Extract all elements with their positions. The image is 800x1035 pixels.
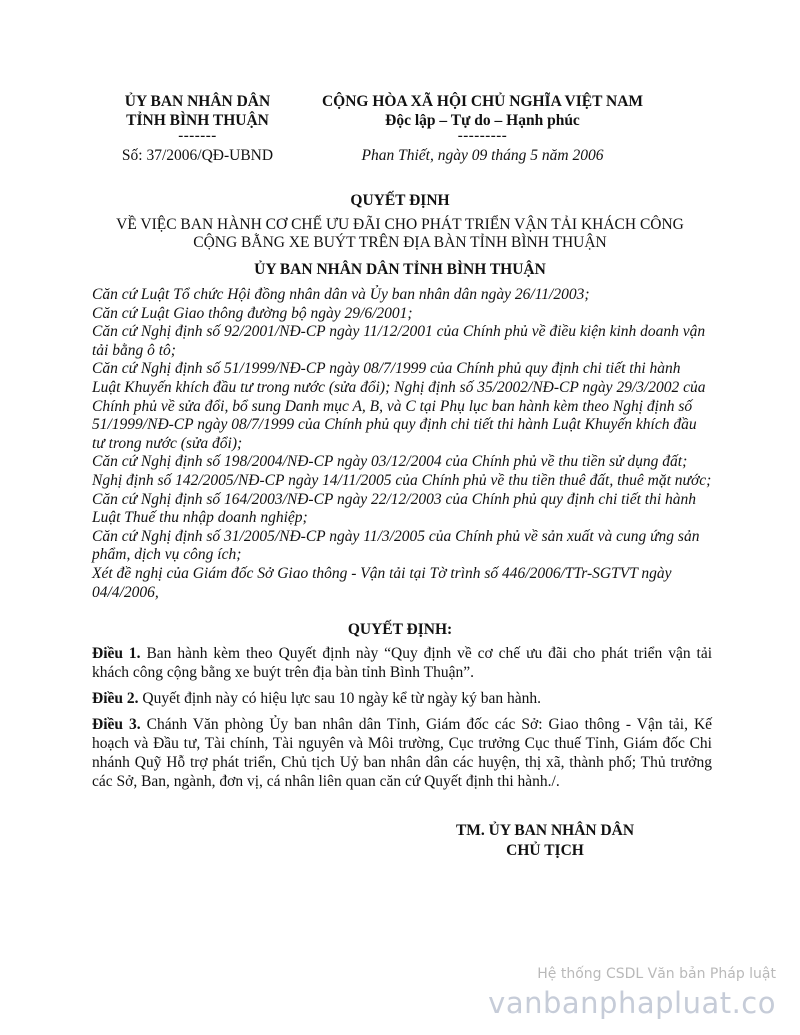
- article-1: [92, 644, 712, 682]
- country-name: CỘNG HÒA XÃ HỘI CHỦ NGHĨA VIỆT NAM: [321, 93, 644, 110]
- legal-basis: [92, 286, 712, 602]
- article-label: Điều 1.: [92, 645, 141, 662]
- watermark-caption: Hệ thống CSDL Văn bản Pháp luật: [537, 966, 776, 982]
- legal-basis-item: Căn cứ Nghị định số 92/2001/NĐ-CP ngày 11/12/2001 của Chính phủ về điều kiện kinh doanh vận tải bằng ô tô;: [92, 323, 706, 359]
- legal-basis-item: Căn cứ Nghị định số 31/2005/NĐ-CP ngày 11/3/2005 của Chính phủ về sản xuất và cung ứng sản phẩm, dịch vụ công ích;: [92, 527, 700, 564]
- issuer-block: [100, 92, 295, 165]
- signature-title: CHỦ TỊCH: [506, 842, 584, 859]
- signature-block: [380, 821, 710, 861]
- article-label: Điều 3.: [92, 716, 141, 733]
- document-title: QUYẾT ĐỊNH: [350, 192, 450, 209]
- motto-separator: ---------: [457, 128, 508, 144]
- article-2: [92, 689, 712, 708]
- national-motto-block: [300, 92, 665, 165]
- issuing-authority: ỦY BAN NHÂN DÂN TỈNH BÌNH THUẬN: [254, 261, 546, 278]
- legal-basis-item: Căn cứ Nghị định số 198/2004/NĐ-CP ngày 03/12/2004 của Chính phủ về thu tiền sử dụng đất; Nghị định số 142/2005/NĐ-CP ngày 14/11/2005 của Chính phủ về thu tiền thuê đất, thuê mặt nước;: [92, 453, 712, 489]
- legal-basis-item: Căn cứ Nghị định số 51/1999/NĐ-CP ngày 08/7/1999 của Chính phủ quy định chi tiết thi hành Luật Khuyến khích đầu tư trong nước (sửa đổi); Nghị định số 35/2002/NĐ-CP ngày 29/3/2002 của Chính phủ về sửa đổi, bổ sung Danh mục A, B, và C tại Phụ lục ban hành kèm theo Nghị định số 51/1999/NĐ-CP ngày 08/7/1999 của Chính phủ quy định chi tiết thi hành Luật Khuyến khích đầu tư trong nước (sửa đổi);: [92, 360, 706, 452]
- document-number: Số: 37/2006/QĐ-UBND: [121, 147, 274, 164]
- issuer-name: ỦY BAN NHÂN DÂN: [124, 93, 271, 110]
- motto: Độc lập – Tự do – Hạnh phúc: [385, 112, 580, 129]
- article-text: Ban hành kèm theo Quyết định này “Quy định về cơ chế ưu đãi cho phát triển vận tải khách công cộng bằng xe buýt trên địa bàn tỉnh Bình Thuận”.: [92, 645, 713, 681]
- legal-basis-item: Căn cứ Luật Giao thông đường bộ ngày 29/6/2001;: [92, 304, 413, 322]
- issuer-separator: -------: [178, 128, 217, 144]
- article-label: Điều 2.: [92, 690, 139, 707]
- article-text: Quyết định này có hiệu lực sau 10 ngày kể từ ngày ký ban hành.: [142, 690, 541, 707]
- articles: [92, 644, 712, 798]
- decision-heading: QUYẾT ĐỊNH:: [347, 621, 453, 638]
- document-date: Phan Thiết, ngày 09 tháng 5 năm 2006: [361, 147, 604, 164]
- legal-basis-item: Căn cứ Luật Tổ chức Hội đồng nhân dân và Ủy ban nhân dân ngày 26/11/2003;: [92, 286, 590, 303]
- article-text: Chánh Văn phòng Ủy ban nhân dân Tỉnh, Giám đốc các Sở: Giao thông - Vận tải, Kế hoạch và Đầu tư, Tài chính, Tài nguyên và Môi trường, Cục trưởng Cục thuế Tỉnh, Giám đốc Chi nhánh Quỹ Hỗ trợ phát triển, Chủ tịch Uỷ ban nhân dân các huyện, thị xã, thành phố; Thủ trưởng các Sở, Ban, ngành, đơn vị, cá nhân liên quan căn cứ Quyết định thi hành./.: [92, 716, 713, 790]
- article-3: [92, 715, 712, 791]
- legal-basis-item: Căn cứ Nghị định số 164/2003/NĐ-CP ngày 22/12/2003 của Chính phủ quy định chi tiết thi hành Luật Thuế thu nhập doanh nghiệp;: [92, 490, 697, 527]
- watermark-site: vanbanphapluat.co: [488, 986, 776, 1020]
- issuer-province: TỈNH BÌNH THUẬN: [126, 112, 269, 129]
- document-subject: VỀ VIỆC BAN HÀNH CƠ CHẾ ƯU ĐÃI CHO PHÁT TRIỂN VẬN TẢI KHÁCH CÔNG CỘNG BẰNG XE BUÝT TRÊN ĐỊA BÀN TỈNH BÌNH THUẬN: [116, 216, 684, 251]
- signature-org: TM. ỦY BAN NHÂN DÂN: [455, 822, 635, 839]
- legal-basis-item: Xét đề nghị của Giám đốc Sở Giao thông - Vận tải tại Tờ trình số 446/2006/TTr-SGTVT ngày 04/4/2006,: [92, 564, 672, 601]
